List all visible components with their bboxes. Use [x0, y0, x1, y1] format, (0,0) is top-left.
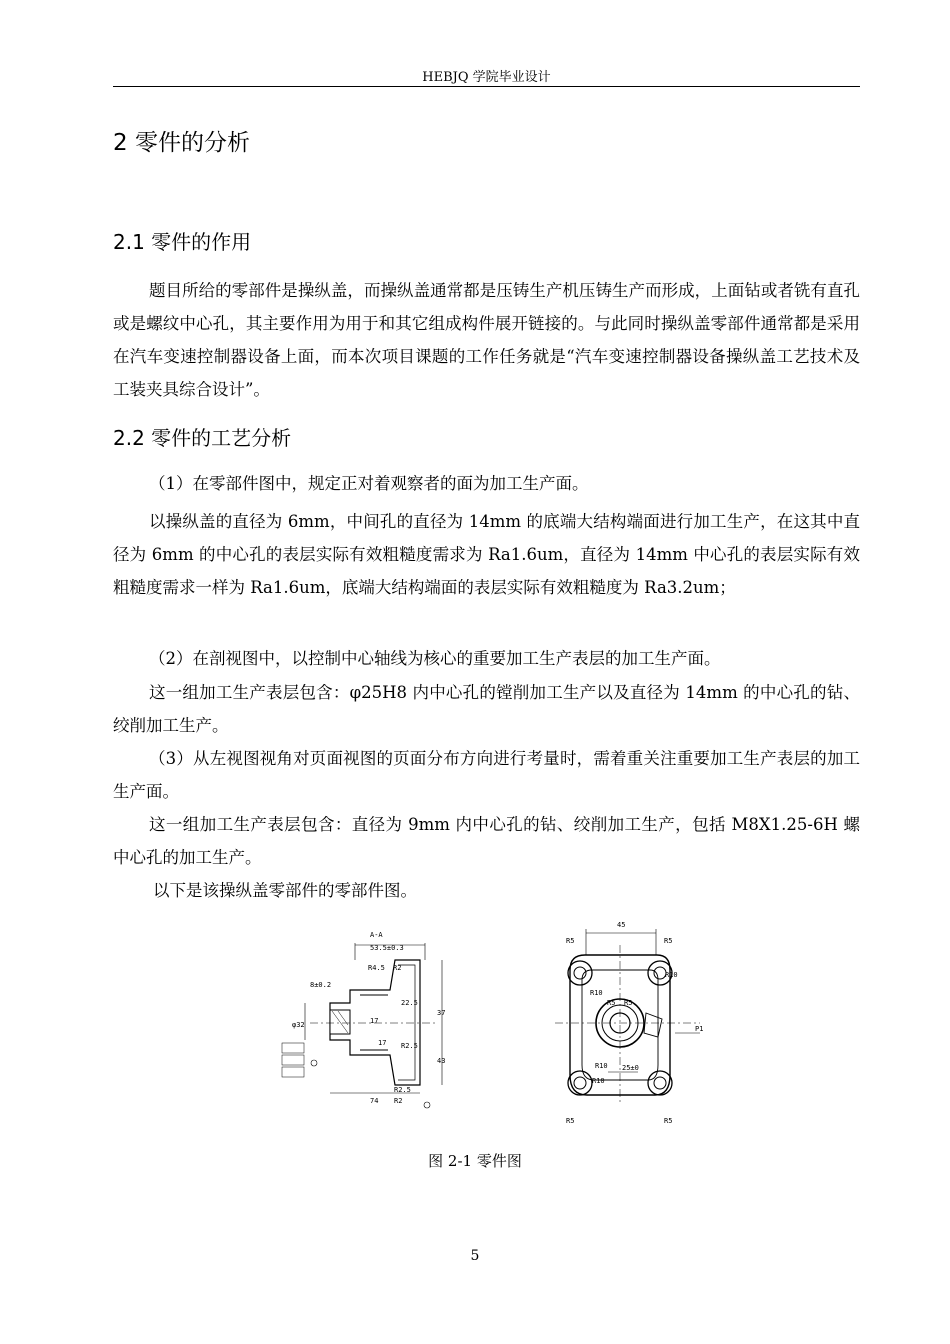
dim-label: 8±0.2: [310, 981, 332, 989]
chapter-title: 2 零件的分析: [113, 130, 250, 156]
figure-intro: 以下是该操纵盖零部件的零部件图。: [153, 881, 417, 900]
part-drawing-svg: [270, 915, 710, 1130]
dim-label: 74: [370, 1097, 379, 1105]
dim-label: 45: [617, 921, 626, 929]
dim-label: R5: [607, 999, 616, 1007]
analysis-item-1: （1）在零部件图中，规定正对着观察者的面为加工生产面。: [149, 474, 589, 493]
dim-label: R5: [624, 999, 633, 1007]
section-title-2-1: 2.1 零件的作用: [113, 230, 252, 254]
dim-label: R2: [394, 1097, 403, 1105]
dim-label: R10: [595, 1062, 608, 1070]
dim-label: 37: [437, 1009, 446, 1017]
dim-label: 25±0: [622, 1064, 639, 1072]
dim-label: 53.5±0.3: [370, 944, 404, 952]
section-2-1-paragraph: 题目所给的零部件是操纵盖，而操纵盖通常都是压铸生产机压铸生产而形成，上面钻或者铣有直孔或是螺纹中心孔，其主要作用为用于和其它组成构件展开链接的。与此同时操纵盖零部件通常都是采用在汽车变速控制器设备上面，而本次项目课题的工作任务就是“汽车变速控制器设备操纵盖工艺技术及工装夹具综合设计”。: [113, 281, 860, 399]
dim-label: R10: [592, 1077, 605, 1085]
dim-label: R10: [590, 989, 603, 997]
section-title-2-2: 2.2 零件的工艺分析: [113, 426, 292, 450]
analysis-item-1-detail: 以操纵盖的直径为 6mm，中间孔的直径为 14mm 的底端大结构端面进行加工生产，在这其中直径为 6mm 的中心孔的表层实际有效粗糙度需求为 Ra1.6um，直径为 14mm 中心孔的表层实际有效粗糙度需求一样为 Ra1.6um，底端大结构端面的表层实际有效粗糙度为 Ra3.2um；: [113, 512, 860, 597]
header-rule: [113, 86, 860, 87]
dim-label: 43: [437, 1057, 446, 1065]
figure-caption: 图 2-1 零件图: [428, 1152, 522, 1170]
analysis-item-3: （3）从左视图视角对页面视图的页面分布方向进行考量时，需着重关注重要加工生产表层的加工生产面。: [113, 749, 860, 801]
dim-label: R2.5: [394, 1086, 411, 1094]
dim-label: R2: [393, 964, 402, 972]
dim-label: φ32: [292, 1021, 305, 1029]
running-header: HEBJQ 学院毕业设计: [422, 70, 551, 85]
page-number: 5: [470, 1248, 480, 1264]
dim-label: 17: [378, 1039, 387, 1047]
part-drawing: [270, 915, 710, 1130]
analysis-item-2: （2）在剖视图中，以控制中心轴线为核心的重要加工生产表层的加工生产面。: [149, 649, 721, 668]
dim-label: A-A: [370, 931, 383, 939]
dim-label: R5: [566, 1117, 575, 1125]
dim-label: R5: [664, 937, 673, 945]
analysis-item-3-detail: 这一组加工生产表层包含：直径为 9mm 内中心孔的钻、绞削加工生产，包括 M8X1.25-6H 螺中心孔的加工生产。: [113, 815, 860, 867]
dim-label: R4.5: [368, 964, 385, 972]
dim-label: 17: [370, 1017, 379, 1025]
dim-label: 22.5: [401, 999, 418, 1007]
dim-label: P1: [695, 1025, 704, 1033]
dim-label: R2.5: [401, 1042, 418, 1050]
analysis-item-2-detail: 这一组加工生产表层包含：φ25H8 内中心孔的镗削加工生产以及直径为 14mm 的中心孔的钻、绞削加工生产。: [113, 683, 860, 735]
dim-label: R10: [665, 971, 678, 979]
dim-label: R5: [664, 1117, 673, 1125]
dim-label: R5: [566, 937, 575, 945]
